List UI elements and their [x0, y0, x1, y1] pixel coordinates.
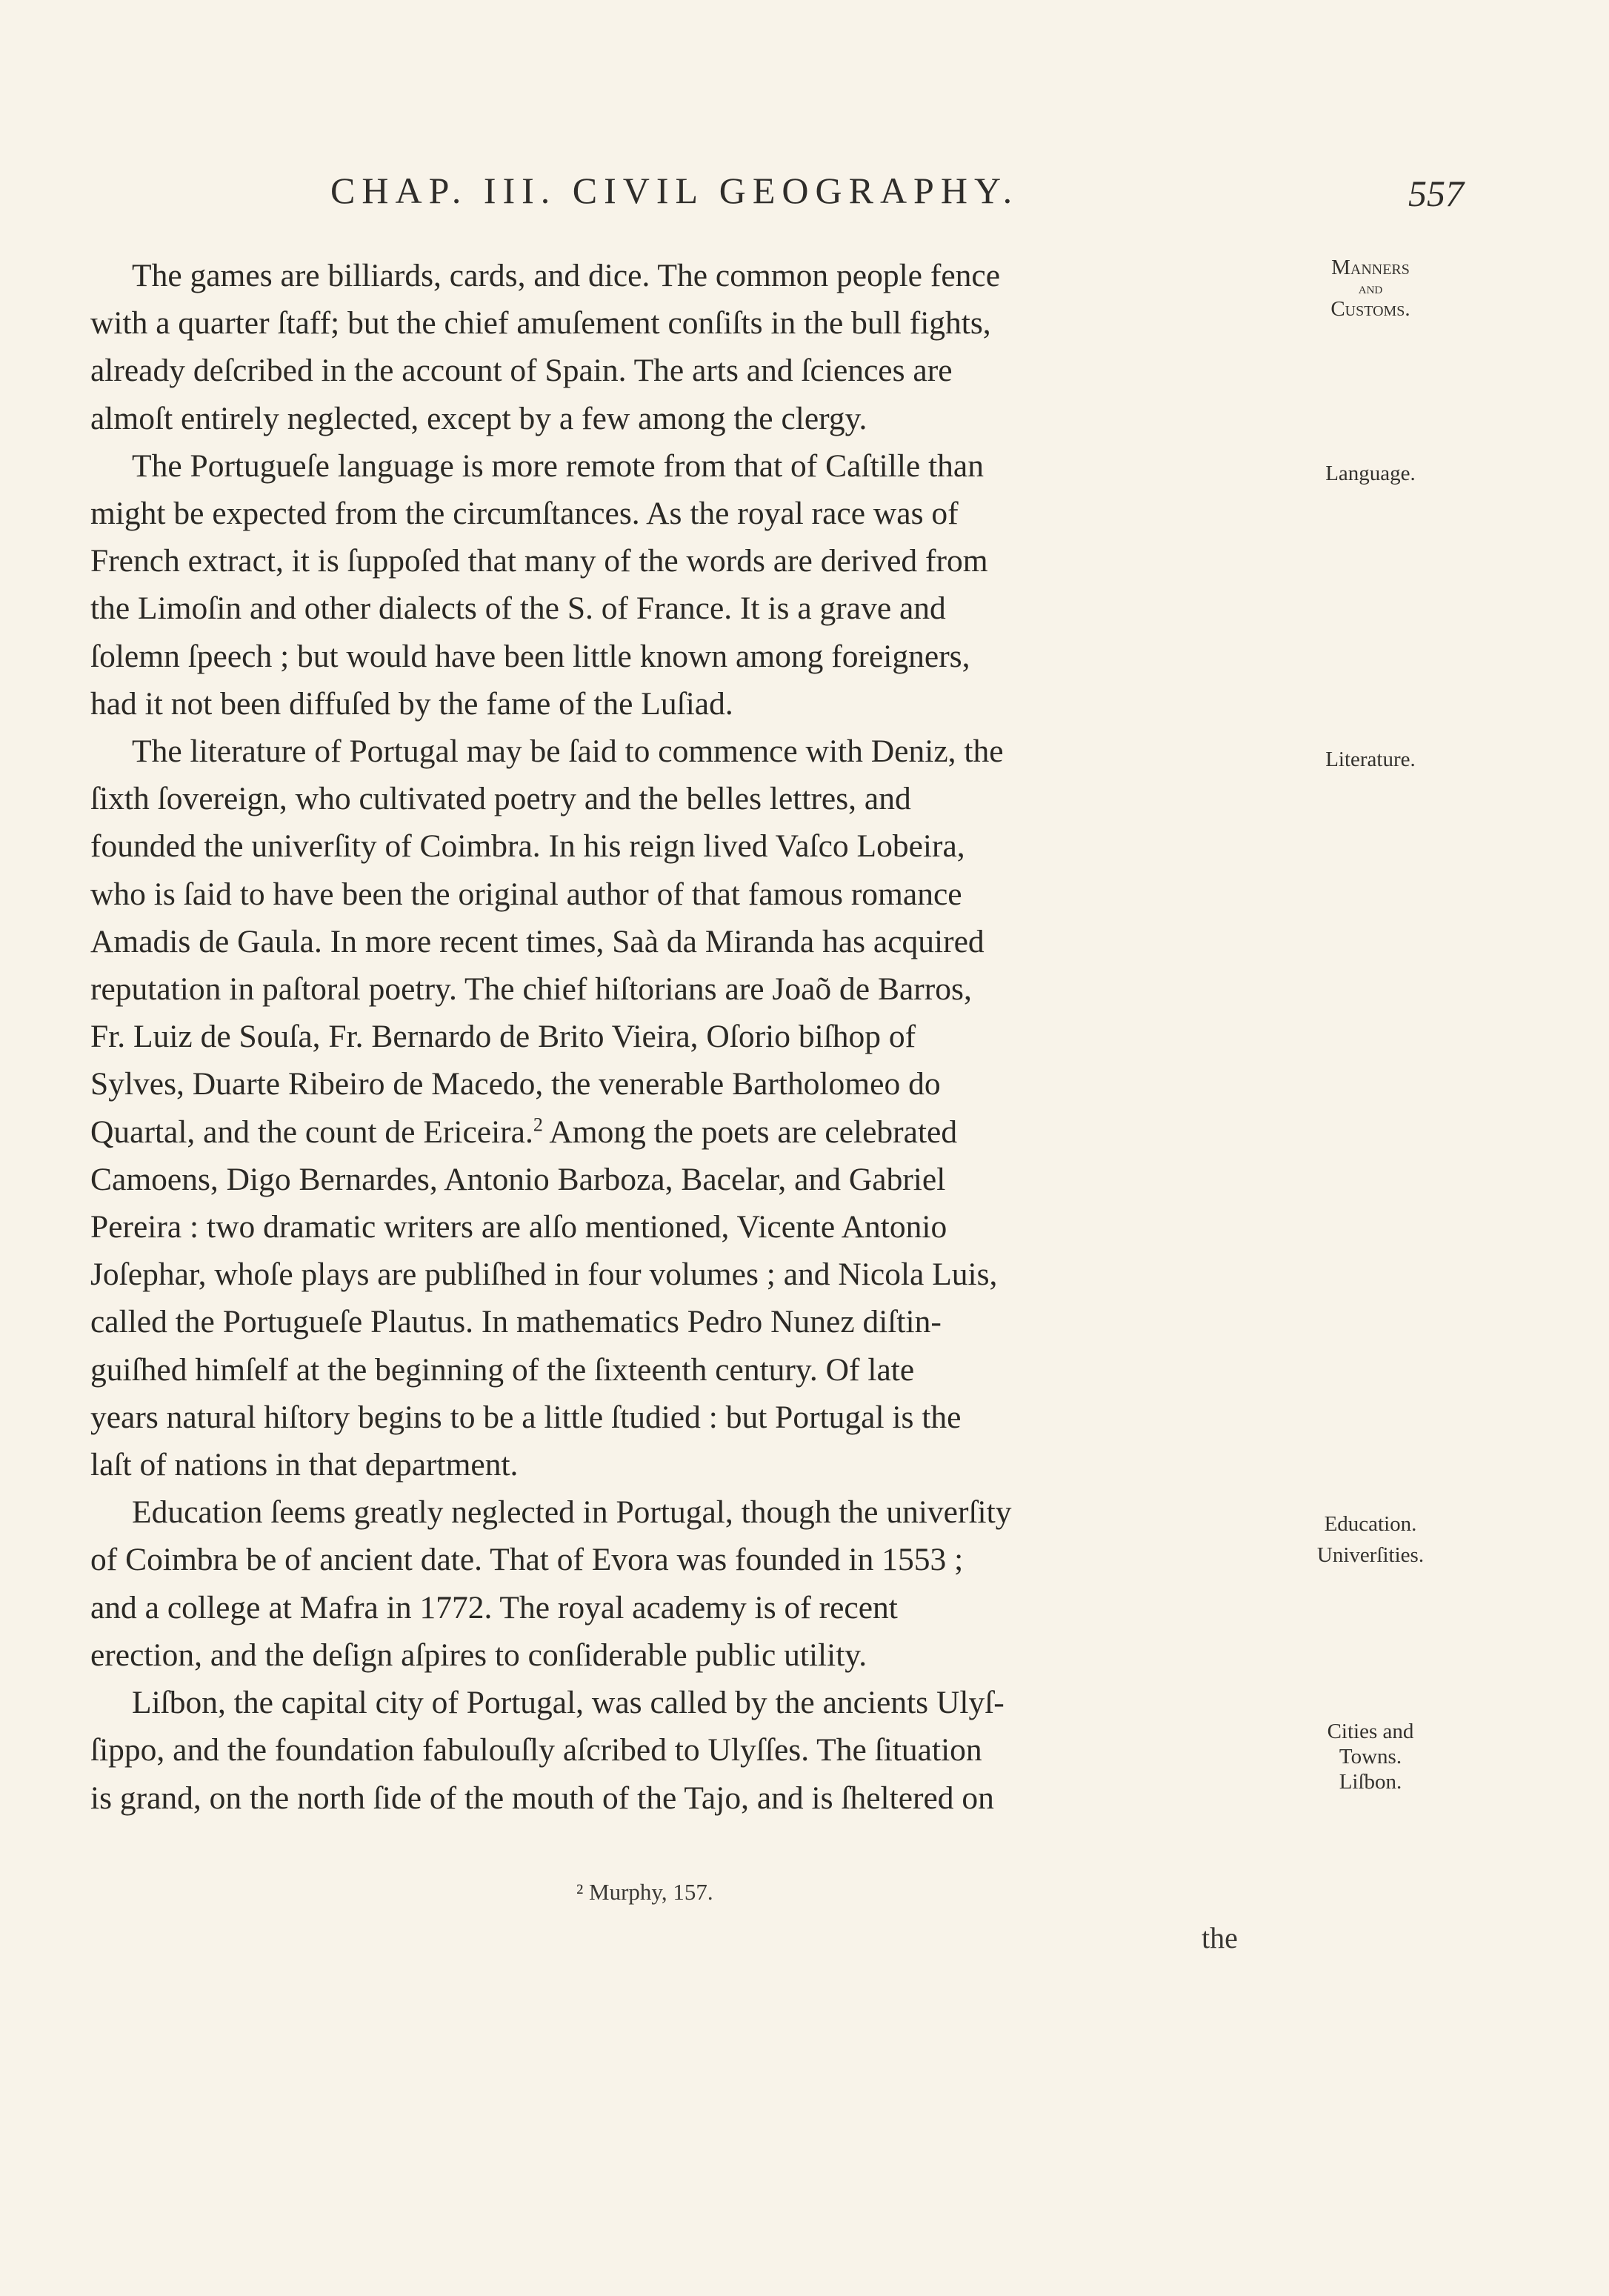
margin-note-language: Language.	[1325, 462, 1416, 485]
running-header	[330, 169, 1464, 221]
paragraph-literature-part1: The literature of Portugal may be ſaid to commence with Deniz, the ſixth ſovereign, who cultivated poetry and the belles lettres, and founded the univerſity of Coimbra. In his reign lived Vaſco Lobeira, who is ſaid to have been the original author of that famous romance Amadis de Gaula. In more recent times, Saà da Miranda has acquired reputation in paſtoral poetry. The chief hiſtorians are Joaõ de Barros, Fr. Luiz de Souſa, Fr. Bernardo de Brito Vieira, Oſorio biſhop of Sylves, Duarte Ribeiro de Macedo, the venerable Bartholomeo do Quartal, and the count de Ericeira.	[90, 733, 1004, 1150]
paragraph-education: Education ſeems greatly neglected in Portugal, though the univerſity of Coimbra be of ancient date. That of Evora was founded in 1553 ; and a college at Mafra in 1772. The royal academy is of recent erection, and the deſign aſpires to conſiderable public utility.	[90, 1494, 1012, 1673]
paragraph-literature	[90, 728, 1259, 1488]
margin-note-manners-line2: and	[1358, 279, 1383, 297]
margin-note-education	[1282, 1511, 1459, 1568]
paragraph-games: The games are billiards, cards, and dice. The common people fence with a quarter ſtaff; but the chief amuſement conſiſts in the bull fights, already deſcribed in the account of Spain. The arts and ſciences are almoſt entirely neglected, except by a few among the clergy.	[90, 258, 1001, 436]
margin-note-cities	[1282, 1719, 1459, 1794]
margin-note-education-line1: Education.	[1324, 1512, 1417, 1536]
margin-note-manners	[1282, 255, 1459, 322]
paragraph-lisbon: Liſbon, the capital city of Portugal, was called by the ancients Ulyſ- ſippo, and the foundation fabulouſly aſcribed to Ulyſſes. The ſituation is grand, on the north ſide of the mouth of the Tajo, and is ſheltered on	[90, 1685, 1005, 1816]
margin-note-cities-line3: Liſbon.	[1339, 1770, 1402, 1794]
catchword: the	[1202, 1921, 1238, 1954]
margin-note-cities-line1: Cities and	[1327, 1720, 1414, 1743]
footnote: ² Murphy, 157.	[576, 1879, 713, 1905]
margin-note-universities: Univerſities.	[1316, 1543, 1425, 1567]
margin-note-manners-line3: Customs.	[1330, 297, 1410, 321]
page-number: 557	[1408, 173, 1464, 214]
main-text	[90, 252, 1259, 1822]
margin-note-cities-line2: Towns.	[1339, 1745, 1402, 1768]
chapter-title: CHAP. III. CIVIL GEOGRAPHY.	[330, 170, 1019, 211]
paragraph-language: The Portugueſe language is more remote from that of Caſtille than might be expected from the circumſtances. As the royal race was of French extract, it is ſuppoſed that many of the words are derived from the Limoſin and other dialects of the S. of France. It is a grave and ſolemn ſpeech ; but would have been little known among foreigners, had it not been diffuſed by the fame of the Luſiad.	[90, 447, 988, 722]
footnote-reference: 2	[533, 1114, 543, 1136]
margin-note-literature: Literature.	[1325, 748, 1416, 771]
margin-note-manners-line1: Manners	[1331, 256, 1410, 279]
paragraph-literature-part2: Among the poets are celebrated Camoens, Digo Bernardes, Antonio Barboza, Bacelar, and Gabriel Pereira : two dramatic writers are alſo mentioned, Vicente Antonio Joſephar, whoſe plays are publiſhed in four volumes ; and Nicola Luis, called the Portugueſe Plautus. In mathematics Pedro Nunez diſtin- guiſhed himſelf at the beginning of the ſixteenth century. Of late years natural hiſtory begins to be a little ſtudied : but Portugal is the laſt of nations in that department.	[90, 1114, 998, 1483]
